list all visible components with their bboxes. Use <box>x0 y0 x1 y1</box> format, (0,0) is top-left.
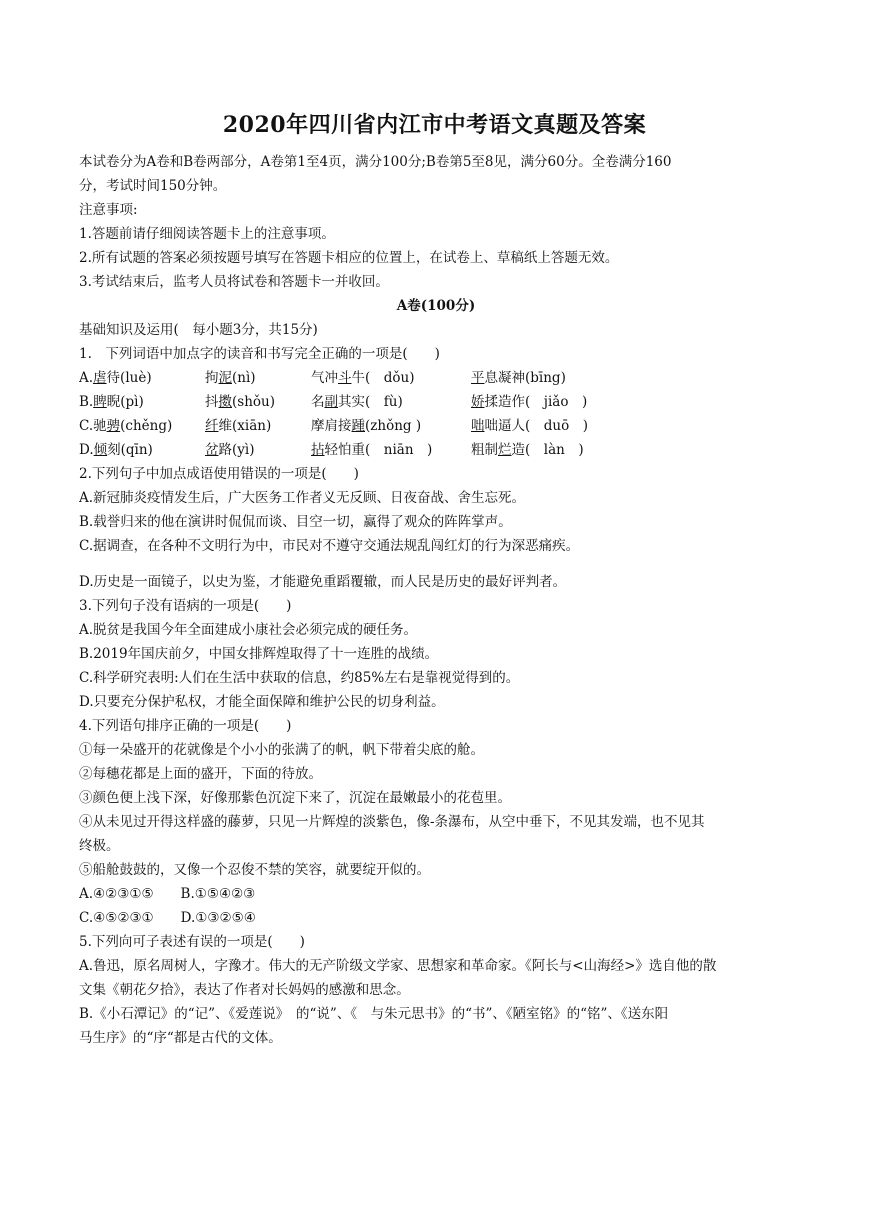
q1-option-row-b <box>79 390 793 414</box>
q4-stem: 4.下列语句排序正确的一项是( ) <box>79 718 292 734</box>
q1-option-row-d <box>79 438 793 462</box>
q2-option-b: B.载誉归来的他在演讲时侃侃而谈、目空一切，赢得了观众的阵阵掌声。 <box>79 514 512 530</box>
q4-sentence-3: ③颜色便上浅下深，好像那紫色沉淀下来了，沉淀在最嫩最小的花苞里。 <box>79 790 511 806</box>
q5-option-b-line-2: 马生序》的“序“都是古代的文体。 <box>79 1030 282 1046</box>
q5-stem: 5.下列向可子表述有误的一项是( ) <box>79 934 305 950</box>
q1-a-word-4: 平息凝神(bīng) <box>471 370 566 386</box>
intro-line-2: 分，考试时间150分钟。 <box>79 178 227 194</box>
q3-option-b: B.2019年国庆前夕，中国女排辉煌取得了十一连胜的战绩。 <box>79 646 439 662</box>
notice-1: 1.答题前请仔细阅读答题卡上的注意事项。 <box>79 226 335 242</box>
q1-a-word-3: 气冲斗牛( dǒu) <box>311 370 415 386</box>
q4-sentence-4-line-1: ④从未见过开得这样盛的藤萝，只见一片辉煌的淡紫色，像-条瀑布，从空中垂下，不见其发端，也不见其 <box>79 814 705 830</box>
q1-d-word-3: 拈轻怕重( niān ) <box>311 442 433 458</box>
q5-option-a-line-1: A.鲁迅，原名周树人，字豫才。伟大的无产阶级文学家、思想家和革命家。《阿长与<山海经>》选自他的散 <box>79 958 717 974</box>
q4-options-cd: C.④⑤②③① D.①③②⑤④ <box>79 910 256 926</box>
notice-3: 3.考试结束后，监考人员将试卷和答题卡一并收回。 <box>79 274 389 290</box>
q3-option-a: A.脱贫是我国今年全面建成小康社会必须完成的硬任务。 <box>79 622 418 638</box>
q1-b-word-2: 抖擞(shǒu) <box>205 394 275 410</box>
q1-c-word-2: 纤维(xiān) <box>205 418 272 434</box>
q1-a-word-1: A.虐待(luè) <box>79 370 152 386</box>
q1-option-row-c <box>79 414 793 438</box>
section-basic-heading: 基础知识及运用( 每小题3分，共15分) <box>79 322 318 338</box>
section-a-heading: A卷(100分) <box>396 298 476 314</box>
q3-stem: 3.下列句子没有语病的一项是( ) <box>79 598 292 614</box>
q2-stem: 2.下列句子中加点成语使用错误的一项是( ) <box>79 466 359 482</box>
q1-b-word-4: 娇揉造作( jiǎo ) <box>471 394 588 410</box>
q2-option-c: C.据调查，在各种不文明行为中，市民对不遵守交通法规乱闯红灯的行为深恶痛疾。 <box>79 538 580 554</box>
q3-option-d: D.只要充分保护私权，才能全面保障和维护公民的切身利益。 <box>79 694 445 710</box>
q1-d-word-1: D.倾刻(qīn) <box>79 442 153 458</box>
q1-b-word-1: B.睥睨(pì) <box>79 394 144 410</box>
q1-option-row-a <box>79 366 793 390</box>
q1-b-word-3: 名副其实( fù) <box>311 394 403 410</box>
q5-option-b-line-1: B.《小石潭记》的“记”、《爱莲说》 的“说”、《 与朱元思书》的“书”、《陋室铭》的“铭”、《送东阳 <box>79 1006 669 1022</box>
q1-stem: 1. 下列词语中加点字的读音和书写完全正确的一项是( ) <box>79 346 440 362</box>
q1-d-word-4: 粗制烂造( làn ) <box>471 442 584 458</box>
notice-heading: 注意事项: <box>79 202 138 218</box>
exam-content <box>79 150 793 1050</box>
q1-c-word-4: 咄咄逼人( duō ) <box>471 418 588 434</box>
q1-c-word-1: C.驰骋(chěng) <box>79 418 173 434</box>
q1-a-word-2: 拘泥(nì) <box>205 370 256 386</box>
page-title: 2020年四川省内江市中考语文真题及答案 <box>222 112 647 138</box>
notice-2: 2.所有试题的答案必须按题号填写在答题卡相应的位置上，在试卷上、草稿纸上答题无效。 <box>79 250 619 266</box>
q4-sentence-2: ②每穗花都是上面的盛开，下面的待放。 <box>79 766 322 782</box>
q4-sentence-1: ①每一朵盛开的花就像是个小小的张满了的帆，帆下带着尖底的舱。 <box>79 742 484 758</box>
intro-line-1: 本试卷分为A卷和B卷两部分，A卷第1至4页，满分100分;B卷第5至8见，满分60分。全卷满分160 <box>79 154 672 170</box>
q4-options-ab: A.④②③①⑤ B.①⑤④②③ <box>79 886 256 902</box>
q5-option-a-line-2: 文集《朝花夕拾》，表达了作者对长妈妈的感激和思念。 <box>79 982 410 998</box>
q2-option-a: A.新冠肺炎疫情发生后，广大医务工作者义无反顾、日夜奋战、舍生忘死。 <box>79 490 526 506</box>
q4-sentence-5: ⑤船舱鼓鼓的，又像一个忍俊不禁的笑容，就要绽开似的。 <box>79 862 430 878</box>
q3-option-c: C.科学研究表明:人们在生活中获取的信息，约85%左右是靠视觉得到的。 <box>79 670 520 686</box>
q2-option-d: D.历史是一面镜子，以史为鉴，才能避免重蹈覆辙，而人民是历史的最好评判者。 <box>79 574 567 590</box>
q4-sentence-4-line-2: 终极。 <box>79 838 120 854</box>
q1-d-word-2: 岔路(yì) <box>205 442 255 458</box>
q1-c-word-3: 摩肩接踵(zhǒng ) <box>311 418 422 434</box>
